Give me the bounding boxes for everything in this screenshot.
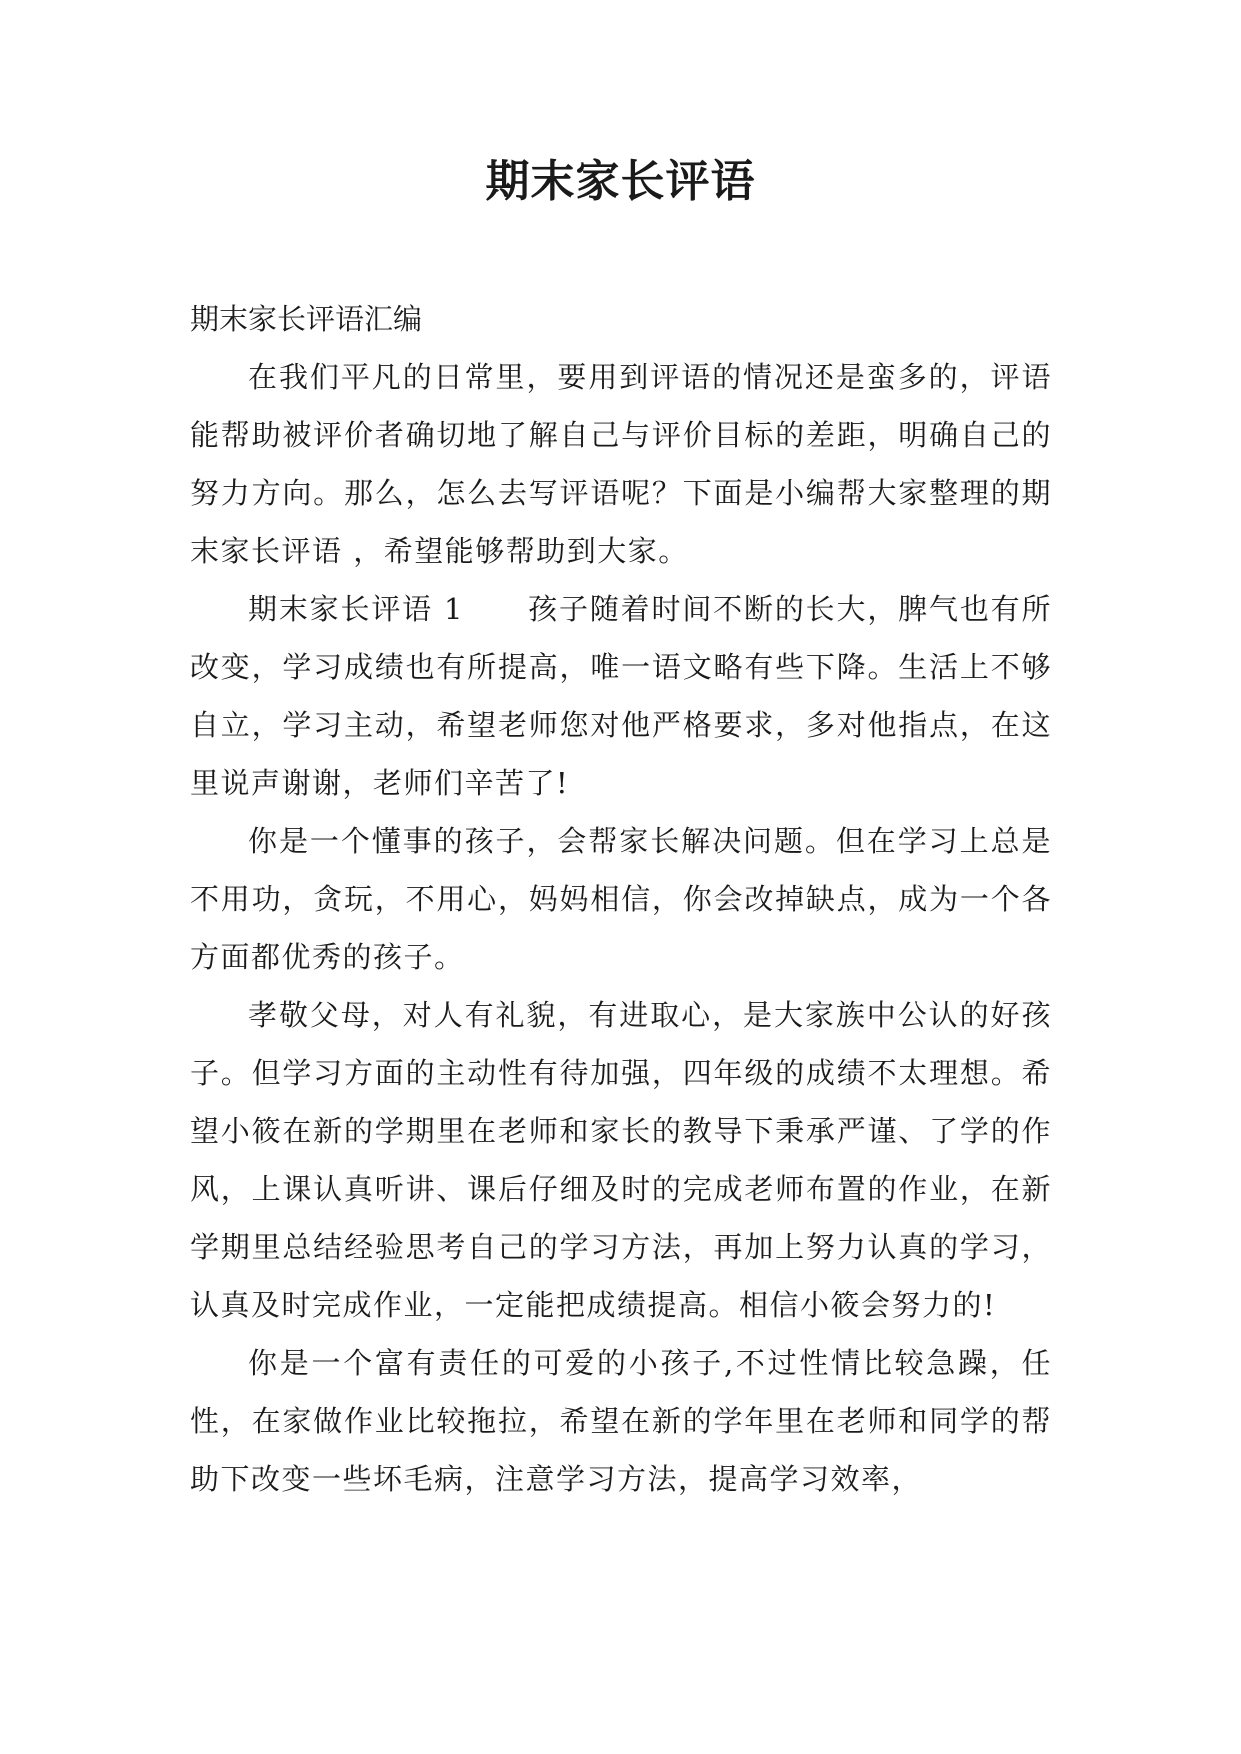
intro-paragraph: 在我们平凡的日常里，要用到评语的情况还是蛮多的，评语能帮助被评价者确切地了解自己与评价目标的差距，明确自己的努力方向。那么，怎么去写评语呢？下面是小编帮大家整理的期末家长评语 ，希望能够帮助到大家。 <box>190 360 1052 568</box>
comment-paragraph-1: 你是一个懂事的孩子，会帮家长解决问题。但在学习上总是不用功，贪玩，不用心，妈妈相信，你会改掉缺点，成为一个各方面都优秀的孩子。 <box>190 824 1052 974</box>
document-title: 期末家长评语 <box>485 156 756 207</box>
document-body <box>190 290 1052 1508</box>
document-subtitle: 期末家长评语汇编 <box>190 302 423 336</box>
section-1-paragraph <box>190 580 1052 812</box>
section-1-text: 孩子随着时间不断的长大，脾气也有所改变，学习成绩也有所提高，唯一语文略有些下降。生活上不够自立，学习主动，希望老师您对他严格要求，多对他指点，在这里说声谢谢，老师们辛苦了! <box>190 592 1052 800</box>
comment-paragraph-2: 孝敬父母，对人有礼貌，有进取心，是大家族中公认的好孩子。但学习方面的主动性有待加强，四年级的成绩不太理想。希望小筱在新的学期里在老师和家长的教导下秉承严谨、了学的作风，上课认真听讲、课后仔细及时的完成老师布置的作业，在新学期里总结经验思考自己的学习方法，再加上努力认真的学习，认真及时完成作业，一定能把成绩提高。相信小筱会努力的! <box>190 998 1052 1322</box>
section-1-heading: 期末家长评语 1 <box>248 592 465 626</box>
comment-paragraph-3: 你是一个富有责任的可爱的小孩子,不过性情比较急躁，任性，在家做作业比较拖拉，希望在新的学年里在老师和同学的帮助下改变一些坏毛病，注意学习方法，提高学习效率， <box>190 1346 1052 1496</box>
